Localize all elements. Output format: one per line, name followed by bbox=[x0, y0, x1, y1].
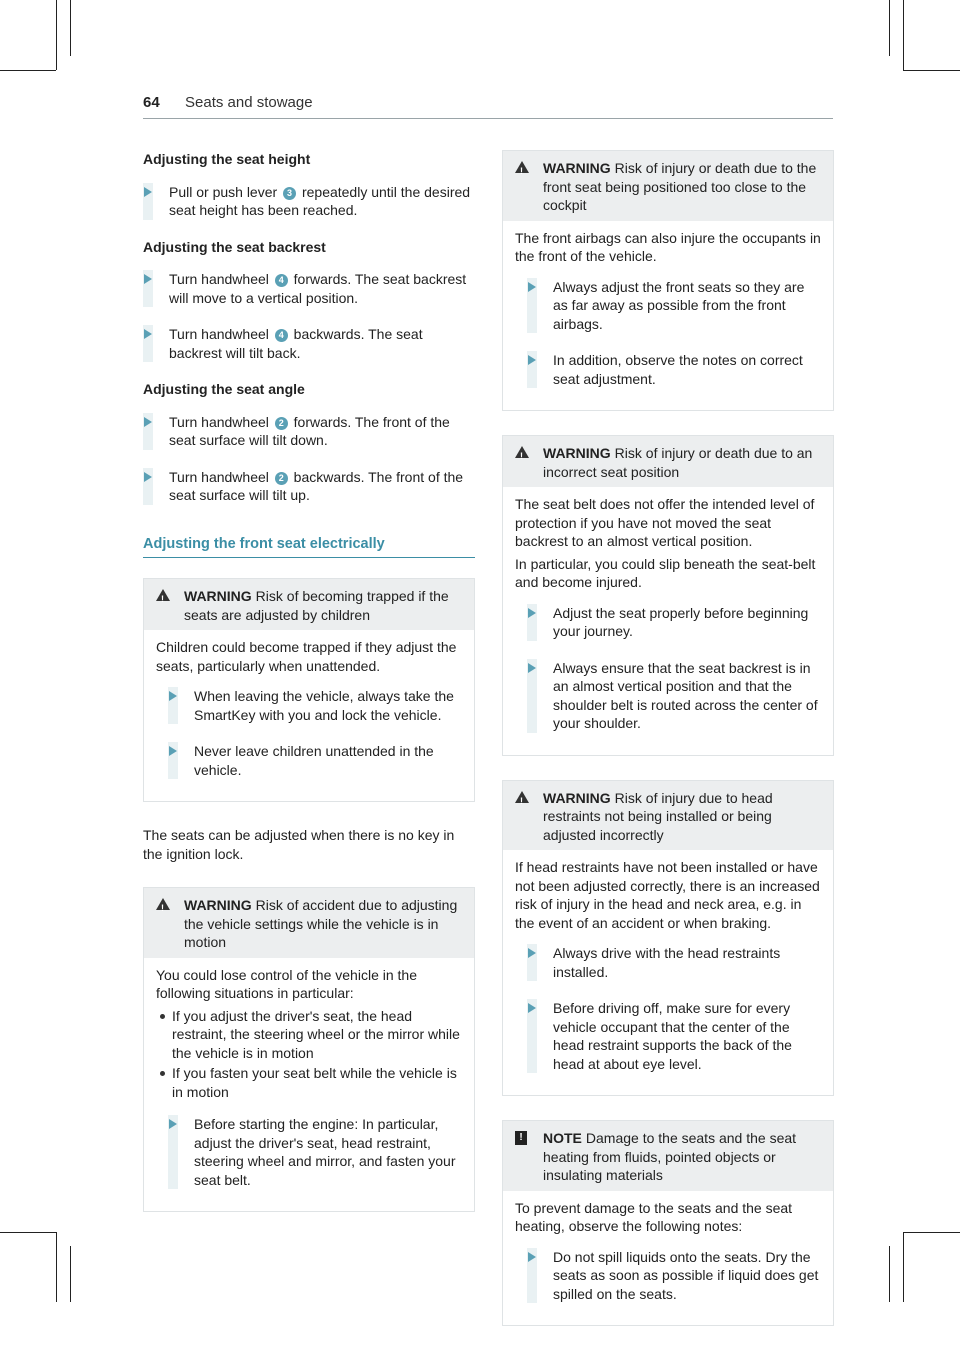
warning-body: The front airbags can also injure the occupants in the front of the vehicle. Always adjust the front seats so they are as far away as possible from the front airbags. In addition, observe the notes on correct seat adjustment. bbox=[515, 229, 821, 387]
instruction-step: Always drive with the head restraints installed. bbox=[527, 944, 821, 981]
note-box bbox=[502, 1120, 834, 1326]
instruction-step: Turn handwheel 4 forwards. The seat backrest will move to a vertical position. bbox=[143, 270, 475, 307]
body-paragraph: The seats can be adjusted when there is no key in the ignition lock. bbox=[143, 827, 455, 862]
warning-body: You could lose control of the vehicle in the following situations in particular: If you adjust the driver's seat, the head restraint, the steering wheel or the mirror while the vehicle is in motion If you fasten your seat belt while the vehicle is in motion Before starting the engine: In particular, adjust the driver's seat, head restraint, steering wheel and mirror, and fasten your seat belt. bbox=[144, 958, 474, 1212]
instruction-step: When leaving the vehicle, always take the SmartKey with you and lock the vehicle. bbox=[168, 687, 462, 724]
instruction-step: Turn handwheel 2 forwards. The front of the seat surface will tilt down. bbox=[143, 413, 475, 450]
page-number: 64 bbox=[143, 94, 160, 111]
step-arrow-icon bbox=[143, 468, 153, 505]
warning-header: ! WARNING Risk of injury due to head restraints not being installed or being adjusted incorrectly bbox=[503, 781, 833, 851]
step-arrow-icon bbox=[527, 659, 537, 733]
warning-triangle-icon bbox=[515, 446, 529, 458]
step-arrow-icon bbox=[527, 1248, 537, 1304]
step-arrow-icon bbox=[168, 687, 178, 724]
instruction-step: Before starting the engine: In particular, adjust the driver's seat, head restraint, steering wheel and mirror, and fasten your seat belt. bbox=[168, 1115, 462, 1189]
warning-header: ! WARNING Risk of accident due to adjusting the vehicle settings while the vehicle is in motion bbox=[144, 888, 474, 958]
seat-backrest-heading: Adjusting the seat backrest bbox=[143, 238, 326, 255]
instruction-step: Never leave children unattended in the vehicle. bbox=[168, 742, 462, 779]
warning-triangle-icon bbox=[156, 589, 170, 601]
instruction-step: Before driving off, make sure for every vehicle occupant that the center of the head restraint supports the back of the head at about eye level. bbox=[527, 999, 821, 1073]
instruction-step: In addition, observe the notes on correct seat adjustment. bbox=[527, 351, 821, 388]
warning-header: ! WARNING Risk of injury or death due to an incorrect seat position bbox=[503, 436, 833, 487]
step-arrow-icon bbox=[143, 270, 153, 307]
callout-number: 4 bbox=[275, 274, 288, 287]
instruction-step: Turn handwheel 2 backwards. The front of the seat surface will tilt up. bbox=[143, 468, 475, 505]
crop-mark bbox=[889, 1246, 890, 1302]
instruction-step: Always ensure that the seat backrest is in an almost vertical position and that the shoulder belt is routed across the center of your shoulder. bbox=[527, 659, 821, 733]
list-item: If you fasten your seat belt while the vehicle is in motion bbox=[156, 1064, 462, 1101]
step-arrow-icon bbox=[527, 604, 537, 641]
callout-number: 2 bbox=[275, 417, 288, 430]
note-body: To prevent damage to the seats and the seat heating, observe the following notes: Do not spill liquids onto the seats. Dry the seats as soon as possible if liquid does get spilled on the seats. bbox=[503, 1191, 833, 1326]
crop-mark bbox=[903, 1232, 904, 1302]
step-arrow-icon bbox=[168, 742, 178, 779]
step-arrow-icon bbox=[143, 325, 153, 362]
electric-adjust-heading: Adjusting the front seat electrically bbox=[143, 535, 475, 559]
seat-angle-heading: Adjusting the seat angle bbox=[143, 381, 305, 397]
bullet-list bbox=[156, 1007, 462, 1102]
instruction-step: Adjust the seat properly before beginning your journey. bbox=[527, 604, 821, 641]
crop-mark bbox=[56, 0, 57, 70]
crop-mark bbox=[889, 0, 890, 56]
warning-box bbox=[502, 150, 834, 411]
callout-number: 3 bbox=[283, 187, 296, 200]
crop-mark bbox=[70, 0, 71, 56]
crop-mark bbox=[903, 0, 904, 70]
note-header: ! NOTE Damage to the seats and the seat heating from fluids, pointed objects or insulating materials bbox=[503, 1121, 833, 1191]
step-arrow-icon bbox=[143, 413, 153, 450]
step-arrow-icon bbox=[527, 351, 537, 388]
warning-box bbox=[502, 435, 834, 756]
callout-number: 4 bbox=[275, 329, 288, 342]
left-column bbox=[143, 150, 475, 1236]
step-arrow-icon bbox=[143, 183, 153, 220]
step-arrow-icon bbox=[527, 999, 537, 1073]
exclamation-icon: ! bbox=[515, 1131, 527, 1145]
instruction-step: Always adjust the front seats so they are as far away as possible from the front airbags. bbox=[527, 278, 821, 334]
warning-header: ! WARNING Risk of becoming trapped if the seats are adjusted by children bbox=[144, 579, 474, 630]
step-arrow-icon bbox=[168, 1115, 178, 1189]
instruction-step: Turn handwheel 4 backwards. The seat backrest will tilt back. bbox=[143, 325, 475, 362]
warning-body: If head restraints have not been installed or have not been adjusted correctly, there is an increased risk of injury in the head and neck area, e.g. in the event of an accident or when braking. Always drive with the head restraints installed. Before driving off, make sure for every vehicle occupant that the center of the head restraint supports the back of the head at about eye level. bbox=[515, 859, 820, 1072]
warning-body: Children could become trapped if they adjust the seats, particularly when unattended. When leaving the vehicle, always take the SmartKey with you and lock the vehicle. Never leave children unattended in the vehicle. bbox=[144, 630, 474, 801]
warning-box bbox=[143, 578, 475, 802]
crop-mark bbox=[0, 70, 56, 71]
list-item: If you adjust the driver's seat, the head restraint, the steering wheel or the mirror while the vehicle is in motion bbox=[156, 1007, 462, 1063]
instruction-step: Pull or push lever 3 repeatedly until the desired seat height has been reached. bbox=[143, 183, 475, 220]
warning-box bbox=[502, 780, 834, 1097]
warning-header: ! WARNING Risk of injury or death due to the front seat being positioned too close to the cockpit bbox=[503, 151, 833, 221]
warning-triangle-icon bbox=[156, 898, 170, 910]
crop-mark bbox=[70, 1246, 71, 1302]
callout-number: 2 bbox=[275, 472, 288, 485]
warning-body: The seat belt does not offer the intended level of protection if you have not moved the seat backrest to an almost vertical position. In particular, you could slip beneath the seat-belt and become injured. Adjust the seat properly before beginning your journey. Always ensure that the seat backrest is in an almost vertical position and that the shoulder belt is routed across the center of your shoulder. bbox=[503, 487, 833, 755]
instruction-step: Do not spill liquids onto the seats. Dry the seats as soon as possible if liquid does get spilled on the seats. bbox=[527, 1248, 821, 1304]
crop-mark bbox=[0, 1232, 56, 1233]
page-header bbox=[143, 94, 833, 119]
right-column bbox=[502, 150, 834, 1350]
step-arrow-icon bbox=[527, 944, 537, 981]
crop-mark bbox=[903, 1232, 960, 1233]
section-title: Seats and stowage bbox=[185, 94, 313, 111]
seat-height-heading: Adjusting the seat height bbox=[143, 151, 311, 167]
step-arrow-icon bbox=[527, 278, 537, 334]
crop-mark bbox=[56, 1232, 57, 1302]
warning-triangle-icon bbox=[515, 791, 529, 803]
warning-box bbox=[143, 887, 475, 1212]
crop-mark bbox=[903, 70, 960, 71]
warning-triangle-icon bbox=[515, 161, 529, 173]
